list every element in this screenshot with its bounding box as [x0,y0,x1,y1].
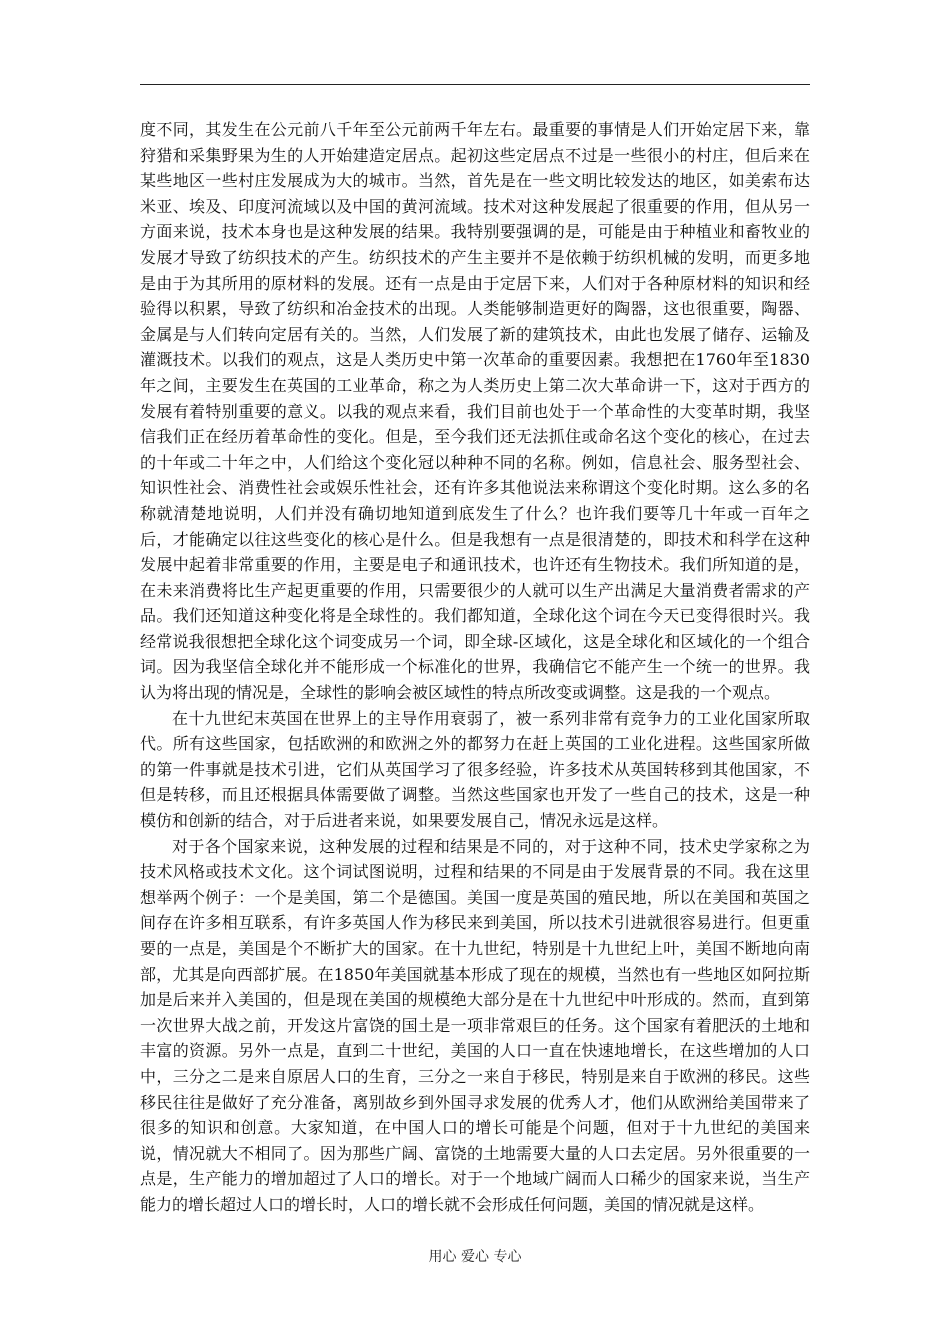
document-body [140,117,810,1218]
page-footer: 用心 爱心 专心 [428,1249,522,1265]
paragraph-3: 对于各个国家来说，这种发展的过程和结果是不同的，对于这种不同，技术史学家称之为技术风格或技术文化。这个词试图说明，过程和结果的不同是由于发展背景的不同。我在这里想举两个例子：一个是美国，第二个是德国。美国一度是英国的殖民地，所以在美国和英国之间存在许多相互联系，有许多英国人作为移民来到美国，所以技术引进就很容易进行。但更重要的一点是，美国是个不断扩大的国家。在十九世纪，特别是十九世纪上叶，美国不断地向南部，尤其是向西部扩展。在1850年美国就基本形成了现在的规模，当然也有一些地区如阿拉斯加是后来并入美国的，但是现在美国的规模绝大部分是在十九世纪中叶形成的。然而，直到第一次世界大战之前，开发这片富饶的国土是一项非常艰巨的任务。这个国家有着肥沃的土地和丰富的资源。另外一点是，直到二十世纪，美国的人口一直在快速地增长，在这些增加的人口中，三分之二是来自原居人口的生育，三分之一来自于移民，特别是来自于欧洲的移民。这些移民往往是做好了充分准备，离别故乡到外国寻求发展的优秀人才，他们从欧洲给美国带来了很多的知识和创意。大家知道，在中国人口的增长可能是个问题，但对于十九世纪的美国来说，情况就大不相同了。因为那些广阔、富饶的土地需要大量的人口去定居。另外很重要的一点是，生产能力的增加超过了人口的增长。对于一个地域广阔而人口稀少的国家来说，当生产能力的增长超过人口的增长时，人口的增长就不会形成任何问题，美国的情况就是这样。 [140,836,810,1214]
header-rule [140,84,810,85]
paragraph-1: 度不同，其发生在公元前八千年至公元前两千年左右。最重要的事情是人们开始定居下来，靠狩猎和采集野果为生的人开始建造定居点。起初这些定居点不过是一些很小的村庄，但后来在某些地区一些村庄发展成为大的城市。当然，首先是在一些文明比较发达的地区，如美索布达米亚、埃及、印度河流域以及中国的黄河流域。技术对这种发展起了很重要的作用，但从另一方面来说，技术本身也是这种发展的结果。我特别要强调的是，可能是由于种植业和畜牧业的发展才导致了纺织技术的产生。纺织技术的产生主要并不是依赖于纺织机械的发明，而更多地是由于为其所用的原材料的发展。还有一点是由于定居下来，人们对于各种原材料的知识和经验得以积累，导致了纺织和冶金技术的出现。人类能够制造更好的陶器，这也很重要，陶器、金属是与人们转向定居有关的。当然，人们发展了新的建筑技术，由此也发展了储存、运输及灌溉技术。以我们的观点，这是人类历史中第一次革命的重要因素。我想把在1760年至1830年之间，主要发生在英国的工业革命，称之为人类历史上第二次大革命讲一下，这对于西方的发展有着特别重要的意义。以我的观点来看，我们目前也处于一个革命性的大变革时期，我坚信我们正在经历着革命性的变化。但是，至今我们还无法抓住或命名这个变化的核心，在过去的十年或二十年之中，人们给这个变化冠以种种不同的名称。例如，信息社会、服务型社会、知识性社会、消费性社会或娱乐性社会，还有许多其他说法来称谓这个变化时期。这么多的名称就清楚地说明，人们并没有确切地知道到底发生了什么？也许我们要等几十年或一百年之后，才能确定以往这些变化的核心是什么。但是我想有一点是很清楚的，即技术和科学在这种发展中起着非常重要的作用，主要是电子和通讯技术，也许还有生物技术。我们所知道的是，在未来消费将比生产起更重要的作用，只需要很少的人就可以生产出满足大量消费者需求的产品。我们还知道这种变化将是全球性的。我们都知道，全球化这个词在今天已变得很时兴。我经常说我很想把全球化这个词变成另一个词，即全球-区域化，这是全球化和区域化的一个组合词。因为我坚信全球化并不能形成一个标准化的世界，我确信它不能产生一个统一的世界。我认为将出现的情况是，全球性的影响会被区域性的特点所改变或调整。这是我的一个观点。 [140,120,810,703]
paragraph-2: 在十九世纪末英国在世界上的主导作用衰弱了，被一系列非常有竞争力的工业化国家所取代。所有这些国家，包括欧洲的和欧洲之外的都努力在赶上英国的工业化进程。这些国家所做的第一件事就是技术引进，它们从英国学习了很多经验，许多技术从英国转移到其他国家，不但是转移，而且还根据具体需要做了调整。当然这些国家也开发了一些自己的技术，这是一种模仿和创新的结合，对于后进者来说，如果要发展自己，情况永远是这样。 [140,708,810,831]
